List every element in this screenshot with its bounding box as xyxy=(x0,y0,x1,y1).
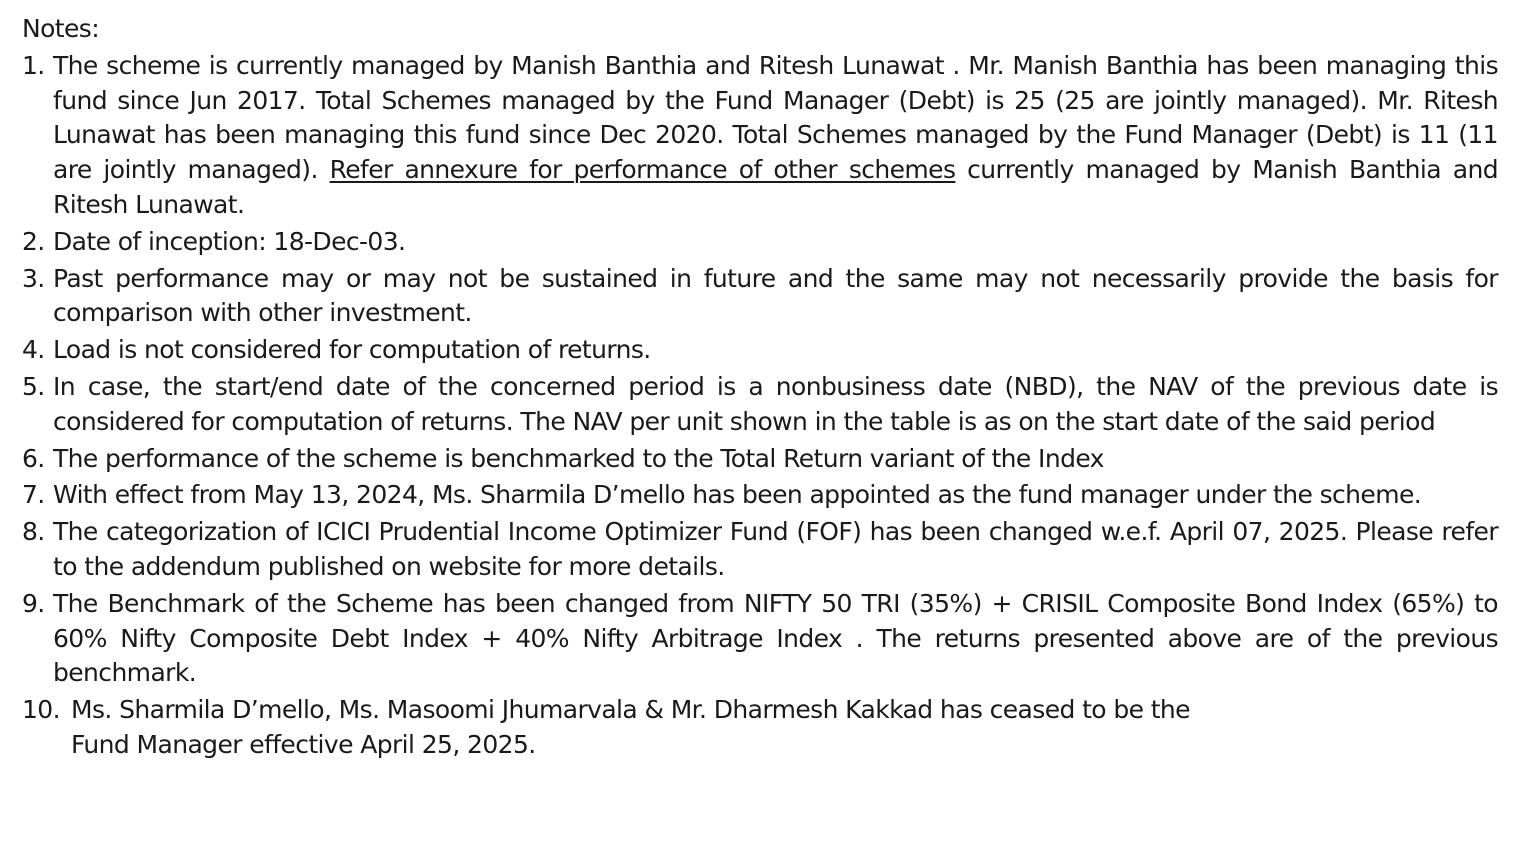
note-text: The performance of the scheme is benchmarked to the Total Return variant of the Index xyxy=(53,443,1104,473)
note-9 xyxy=(22,587,1498,691)
note-text: Date of inception: 18-Dec-03. xyxy=(53,226,406,256)
note-number: 8. xyxy=(22,517,45,547)
note-1 xyxy=(22,49,1498,223)
note-number: 4. xyxy=(22,335,45,365)
note-text-line-1: Ms. Sharmila D’mello, Ms. Masoomi Jhumarvala & Mr. Dharmesh Kakkad has ceased to be the xyxy=(71,695,1190,725)
note-10 xyxy=(22,693,1498,763)
note-text: With effect from May 13, 2024, Ms. Sharmila D’mello has been appointed as the fund manager under the scheme. xyxy=(53,480,1422,510)
note-number: 3. xyxy=(22,263,45,293)
note-text: The Benchmark of the Scheme has been changed from NIFTY 50 TRI (35%) + CRISIL Composite Bond Index (65%) to 60% Nifty Composite Debt Index + 40% Nifty Arbitrage Index . The returns presented above are of the previous benchmark. xyxy=(53,588,1498,688)
note-number: 9. xyxy=(22,588,45,618)
note-text: The categorization of ICICI Prudential Income Optimizer Fund (FOF) has been changed w.e.f. April 07, 2025. Please refer to the addendum published on website for more details. xyxy=(53,517,1498,581)
note-number: 2. xyxy=(22,226,45,256)
annexure-link[interactable]: Refer annexure for performance of other schemes xyxy=(329,155,956,185)
note-text-continued: currently managed by Manish Banthia and Ritesh Lunawat. xyxy=(53,155,1498,219)
note-number: 7. xyxy=(22,480,45,510)
note-3 xyxy=(22,262,1498,332)
notes-heading: Notes: xyxy=(22,14,100,43)
note-text: Past performance may or may not be sustained in future and the same may not necessarily provide the basis for comparison with other investment. xyxy=(53,263,1498,328)
note-text: Load is not considered for computation of returns. xyxy=(53,335,651,365)
note-2 xyxy=(22,225,1498,260)
note-number: 10. xyxy=(22,695,60,725)
note-number: 6. xyxy=(22,443,45,473)
note-text-line-2: Fund Manager effective April 25, 2025. xyxy=(71,729,536,759)
note-6 xyxy=(22,442,1498,477)
notes-document xyxy=(22,12,1498,765)
note-5 xyxy=(22,370,1498,440)
note-7 xyxy=(22,478,1498,513)
note-4 xyxy=(22,333,1498,368)
note-text: The scheme is currently managed by Manish Banthia and Ritesh Lunawat . Mr. Manish Banthia has been managing this fund since Jun 2017. Total Schemes managed by the Fund Manager (Debt) is 25 (25 are jointly managed). Mr. Ritesh Lunawat has been managing this fund since Dec 2020. Total Schemes managed by the Fund Manager (Debt) is 11 (11 are jointly managed). xyxy=(53,50,1498,185)
note-8 xyxy=(22,515,1498,585)
note-text: In case, the start/end date of the concerned period is a nonbusiness date (NBD), the NAV of the previous date is considered for computation of returns. The NAV per unit shown in the table is as on the start date of the said period xyxy=(53,371,1498,436)
note-number: 1. xyxy=(22,50,45,80)
note-number: 5. xyxy=(22,371,45,401)
